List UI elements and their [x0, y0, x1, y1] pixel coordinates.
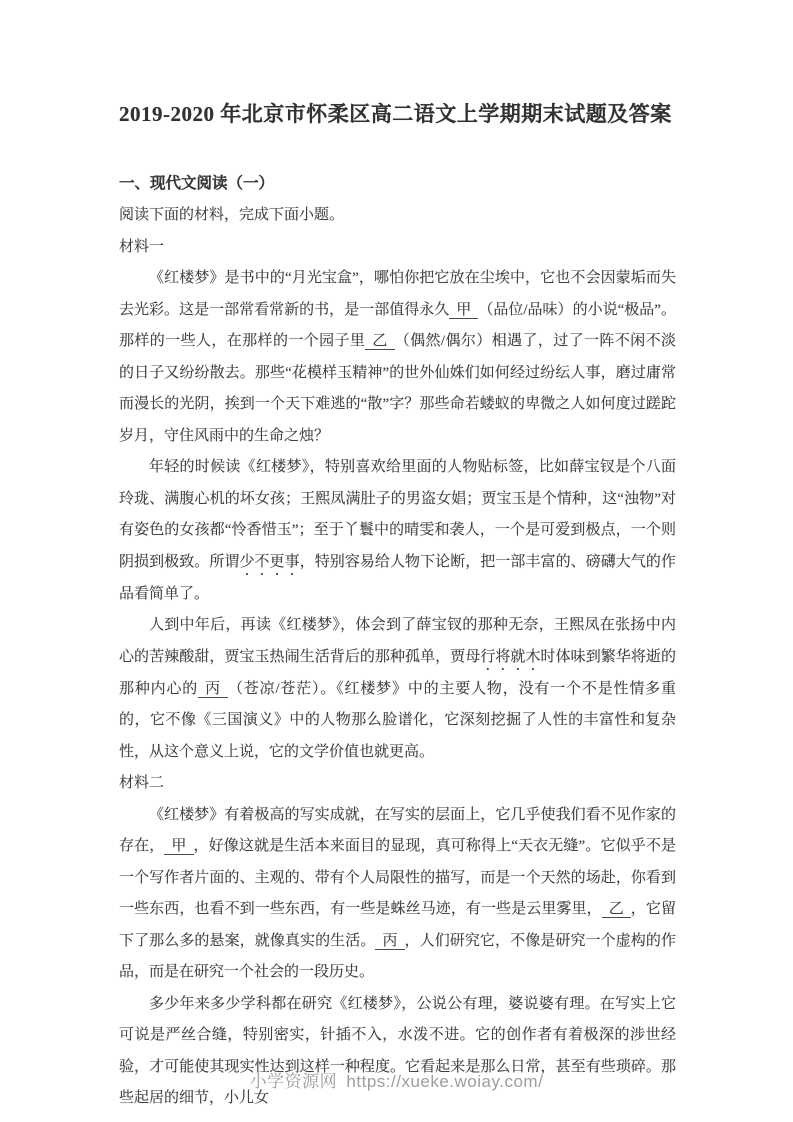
text-run: ，特别容易给人物下论断，把一部丰富的、磅礴大气的作品看简单了。: [119, 553, 676, 602]
emphasized-text: 少不更事: [239, 553, 300, 570]
fill-in-blank: 丙: [375, 933, 404, 950]
text-run: 人到中年后，再读《红楼梦》，体会到了薛宝钗的那种无奈，王熙凤在张扬中内心的苦辣酸甜，贾宝玉热闹生活背后的那种孤单，贾母: [119, 617, 676, 665]
text-run: ，它留下了那么多的悬案，就像真实的生活。: [119, 901, 676, 949]
document-body: [119, 168, 676, 1115]
material-label: [119, 768, 676, 800]
fill-in-blank: 乙: [602, 901, 631, 918]
text-run: 多少年来多少学科都在研究《红楼梦》，公说公有理，婆说婆有理。在写实上它可说是严丝合缝，特别密实，针插不入，水泼不进。它的创作者有着极深的涉世经验，才可能使其现实性达到这样一种程度。它看起来是那么日常，甚至有些琐碎。那些起居的细节，小儿女: [119, 995, 676, 1106]
text-run: 时体味到繁华将逝的那种内心的: [119, 648, 676, 697]
fill-in-blank: 甲: [164, 838, 193, 855]
text-run: 年轻的时候读《红楼梦》，特别喜欢给里面的人物贴标签，比如薛宝钗是个八面玲珑、满腹心机的坏女孩；王熙凤满肚子的男盗女娼；贾宝玉是个情种，这“浊物”对有姿色的女孩都“怜香惜玉”；至于丫鬟中的晴雯和袭人，一个是可爱到极点，一个则阴损到极致。所谓: [119, 459, 676, 570]
material-label: [119, 232, 676, 264]
body-paragraph: [119, 263, 676, 452]
text-run: （品位/品味）的小说“极品”。那样的一些人，在那样的一个园子里: [119, 301, 676, 349]
document-blocks: [119, 232, 676, 1115]
body-paragraph: [119, 800, 676, 989]
text-run: 材料一: [119, 238, 165, 255]
page-title: 2019-2020 年北京市怀柔区高二语文上学期期末试题及答案: [119, 102, 672, 126]
body-paragraph: [119, 452, 676, 610]
emphasized-text: 行将就木: [480, 648, 541, 665]
text-run: （苍凉/苍茫）。《红楼梦》中的主要人物，没有一个不是性情多重的，它不像《三国演义》中的人物那么脸谱化，它深刻挖掘了人性的丰富性和复杂性，从这个意义上说，它的文学价值也就更高。: [119, 680, 676, 760]
body-paragraph: [119, 989, 676, 1115]
body-paragraph: [119, 610, 676, 768]
text-run: 《红楼梦》有着极高的写实成就，在写实的层面上，它几乎使我们看不见作家的存在，: [119, 806, 676, 854]
fill-in-blank: 丙: [198, 681, 228, 698]
section-heading: 一、现代文阅读（一）: [119, 175, 275, 192]
text-run: 《红楼梦》是书中的“月光宝盒”，哪怕你把它放在尘埃中，它也不会因蒙垢而失去光彩。这是一部常看常新的书，是一部值得永久: [119, 270, 676, 318]
document-content-area: [119, 97, 676, 1115]
footer-url: https://xueke.woiay.com/: [346, 1072, 544, 1091]
fill-in-blank: 甲: [449, 302, 478, 319]
footer-watermark: [0, 1067, 793, 1092]
text-run: ，好像这就是生活本来面目的显现，真可称得上“天衣无缝”。它似乎不是一个写作者片面的、主观的、带有个人局限性的描写，而是一个天然的场赴，你看到一些东西，也看不到一些东西，有一些是蛛丝马迹，有一些是云里雾里，: [119, 838, 676, 917]
footer-site-name: 小学资源网: [249, 1072, 338, 1091]
text-run: ，人们研究它，不像是研究一个虚构的作品，而是在研究一个社会的一段历史。: [119, 932, 676, 980]
instruction-text: 阅读下面的材料，完成下面小题。: [119, 207, 345, 223]
fill-in-blank: 乙: [365, 333, 394, 350]
text-run: 材料二: [119, 775, 165, 791]
text-run: （偶然/偶尔）相遇了，过了一阵不闲不淡的日子又纷纷散去。那些“花模样玉精神”的世外仙姝们如何经过纷纭人事，磨过庸常而漫长的光阴，挨到一个天下难逃的“散”字？那些命若蝼蚁的卑微之人如何度过蹉跎岁月，守住风雨中的生命之烛？: [119, 333, 676, 444]
